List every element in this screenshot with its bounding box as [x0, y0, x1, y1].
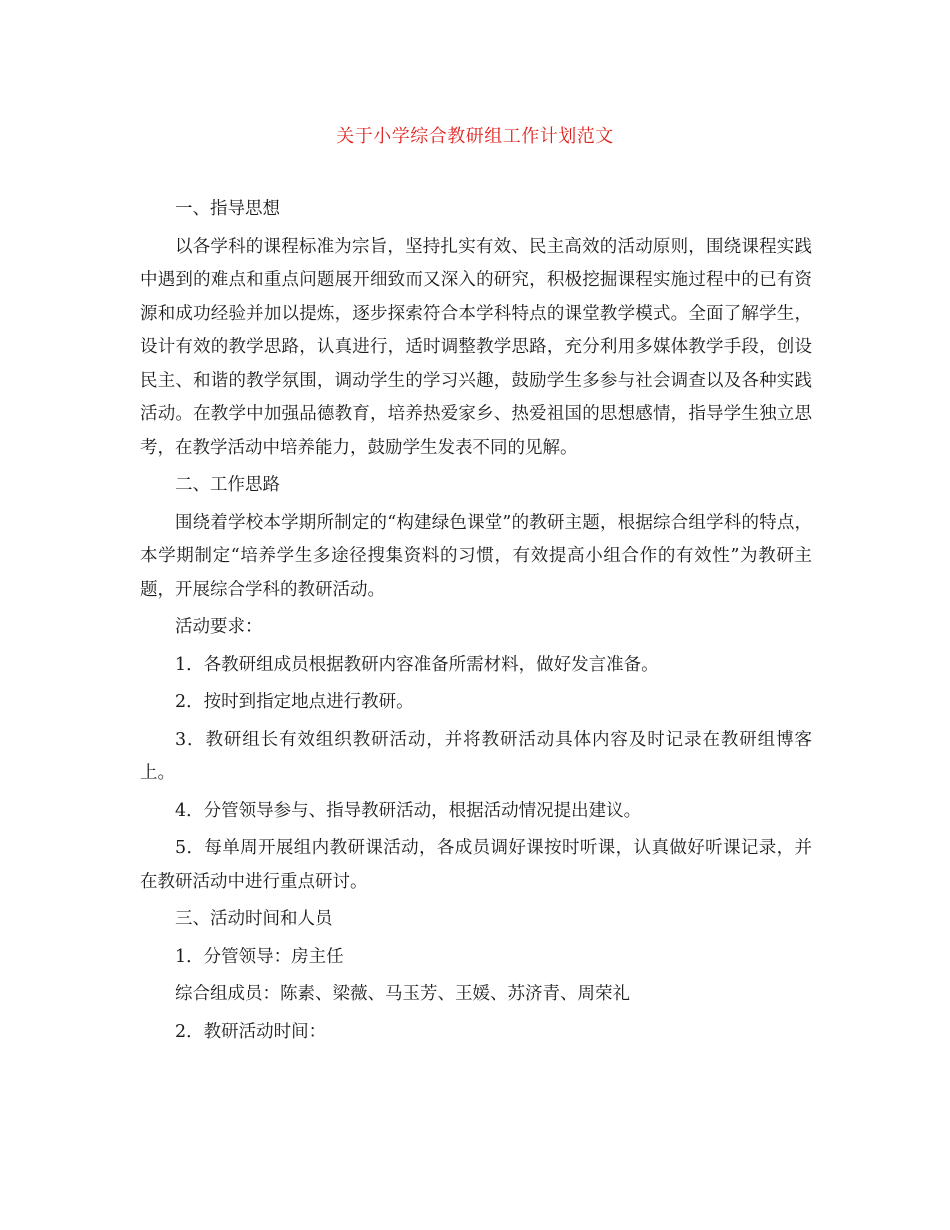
list-item: 5．每单周开展组内教研课活动，各成员调好课按时听课，认真做好听课记录，并在教研活动中进行重点研讨。: [140, 838, 812, 892]
list-item: 2．教研活动时间：: [175, 1021, 327, 1042]
paragraph-guiding-ideology: 以各学科的课程标准为宗旨，坚持扎实有效、民主高效的活动原则，围绕课程实践中遇到的难点和重点问题展开细致而又深入的研究，积极挖掘课程实施过程中的已有资源和成功经验并加以提炼，逐步探索符合本学科特点的课堂教学模式。全面了解学生，设计有效的教学思路，认真进行，适时调整教学思路，充分利用多媒体教学手段，创设民主、和谐的教学氛围，调动学生的学习兴趣，鼓励学生多参与社会调查以及各种实践活动。在教学中加强品德教育，培养热爱家乡、热爱祖国的思想感情，指导学生独立思考，在教学活动中培养能力，鼓励学生发表不同的见解。: [140, 236, 812, 458]
document-title: 关于小学综合教研组工作计划范文: [336, 126, 614, 147]
heading-activity-requirements: 活动要求：: [175, 617, 263, 637]
heading-work-approach: 二、工作思路: [175, 475, 280, 495]
list-item: 1．各教研组成员根据教研内容准备所需材料，做好发言准备。: [175, 654, 659, 675]
heading-time-and-people: 三、活动时间和人员: [175, 909, 333, 929]
paragraph-work-approach: 围绕着学校本学期所制定的“构建绿色课堂”的教研主题，根据综合组学科的特点，本学期制定“培养学生多途径搜集资料的习惯，有效提高小组合作的有效性”为教研主题，开展综合学科的教研活动。: [140, 512, 812, 600]
list-item: 3．教研组长有效组织教研活动，并将教研活动具体内容及时记录在教研组博客上。: [140, 729, 812, 783]
document-body: [140, 193, 812, 1049]
paragraph-members: 综合组成员：陈素、梁薇、马玉芳、王媛、苏济青、周荣礼: [175, 984, 630, 1004]
heading-guiding-ideology: 一、指导思想: [175, 199, 280, 219]
list-item: 1．分管领导：房主任: [175, 946, 344, 967]
list-item: 2．按时到指定地点进行教研。: [175, 692, 414, 712]
list-item: 4．分管领导参与、指导教研活动，根据活动情况提出建议。: [175, 800, 642, 821]
